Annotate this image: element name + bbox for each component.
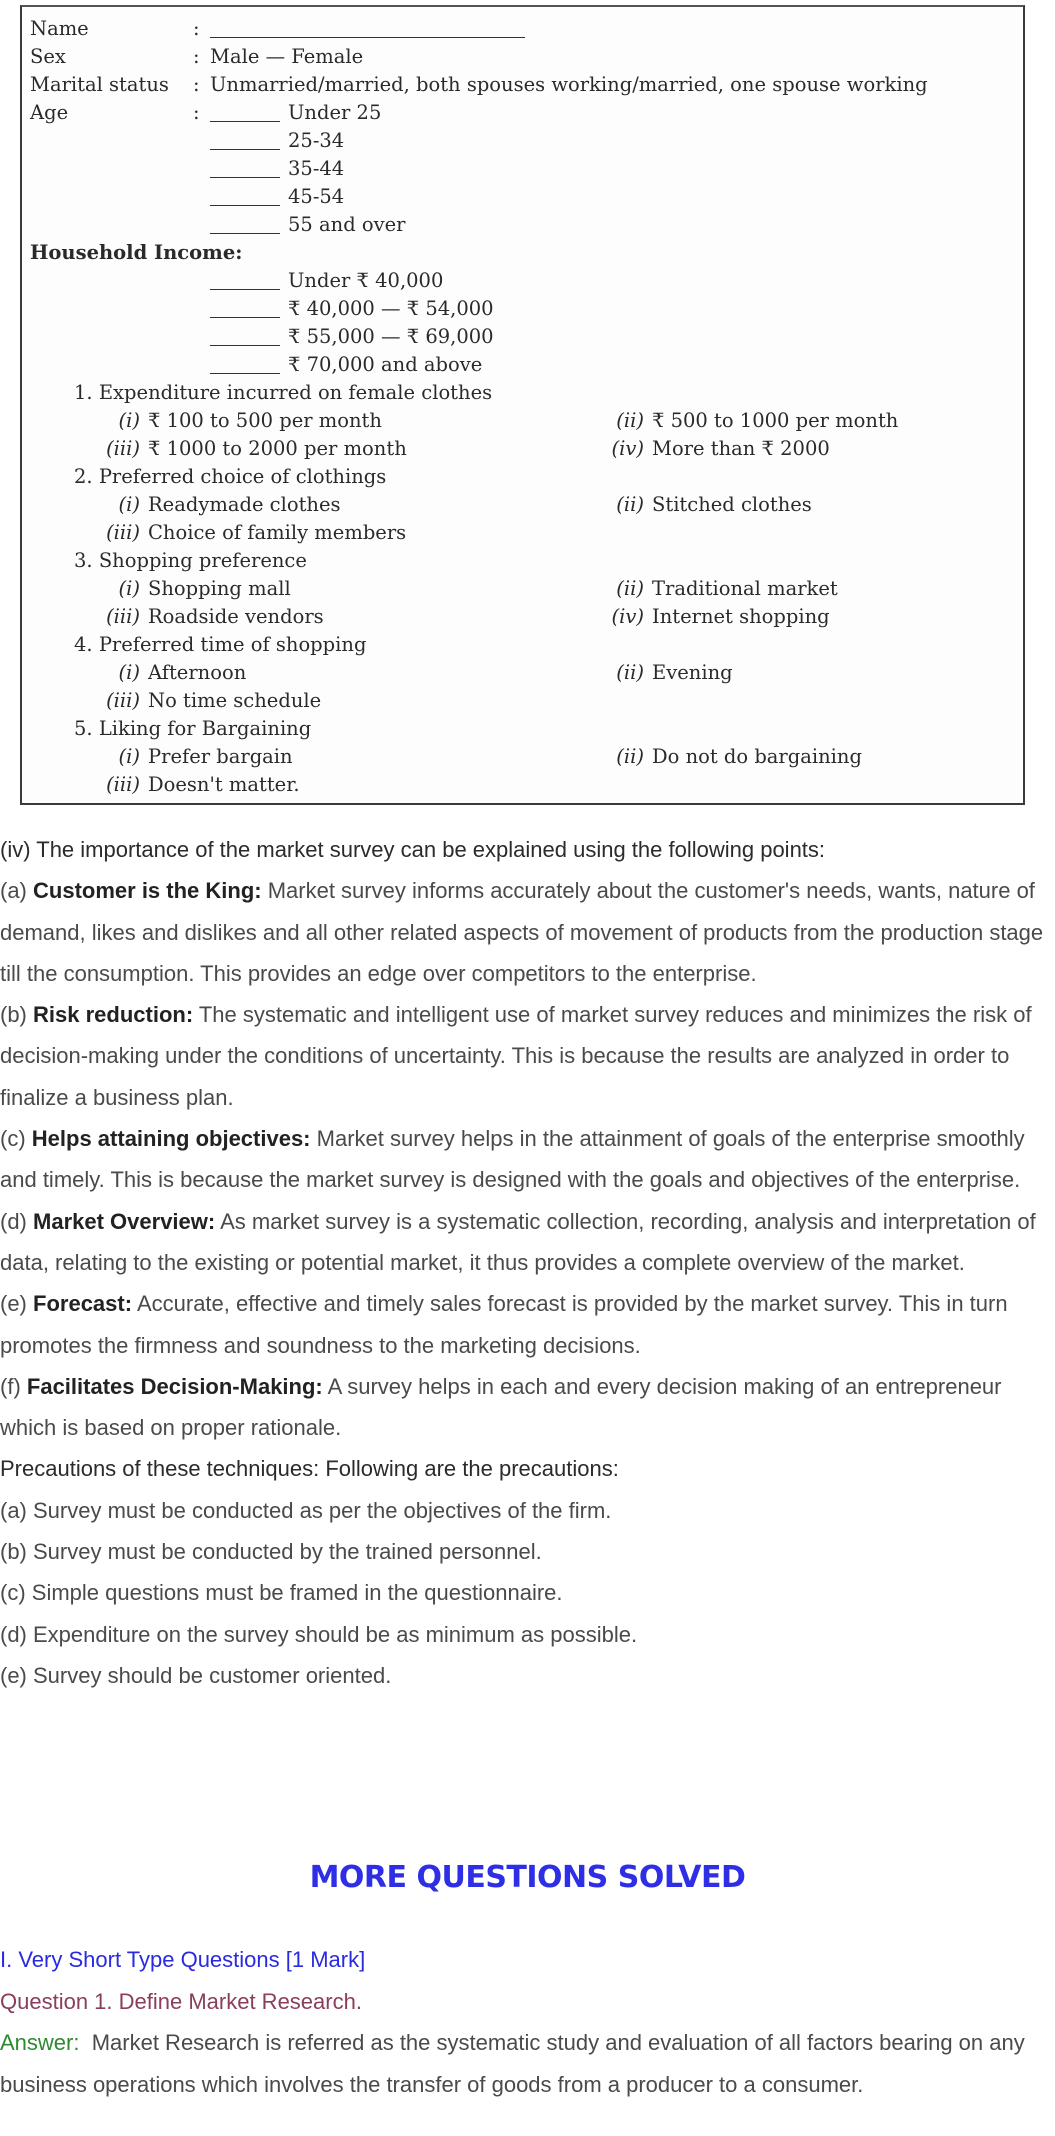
blank-line xyxy=(210,325,280,346)
option-row xyxy=(22,687,1023,715)
option-row xyxy=(22,491,1023,519)
form-row-income xyxy=(22,295,1023,323)
blank-line xyxy=(210,213,280,234)
point-prefix: (e) xyxy=(0,1291,27,1317)
form-row-age xyxy=(22,211,1023,239)
age-option: Under 25 xyxy=(288,101,382,124)
point-text: Accurate, effective and timely sales forecast is provided by the market survey. This in turn promotes the firmness and soundness to the marketing decisions. xyxy=(0,1291,1008,1358)
question-number: 2. xyxy=(74,465,93,488)
option-numeral: (ii) xyxy=(616,661,644,684)
blank-line xyxy=(210,129,280,150)
precaution-item: (c) Simple questions must be framed in the questionnaire. xyxy=(0,1580,563,1606)
point-title: Market Overview: xyxy=(33,1208,216,1234)
precaution-item: (e) Survey should be customer oriented. xyxy=(0,1662,392,1688)
precaution-item: (b) Survey must be conducted by the trained personnel. xyxy=(0,1539,542,1565)
point-prefix: (f) xyxy=(0,1373,21,1399)
point-title: Risk reduction: xyxy=(33,1002,194,1028)
income-option: ₹ 40,000 — ₹ 54,000 xyxy=(288,297,494,320)
question-number: 4. xyxy=(74,633,93,656)
income-option: Under ₹ 40,000 xyxy=(288,269,444,292)
option-text: Doesn't matter. xyxy=(148,773,300,796)
point-prefix: (a) xyxy=(0,878,27,904)
option-text: Choice of family members xyxy=(148,521,407,544)
point-title: Helps attaining objectives: xyxy=(31,1126,311,1152)
form-row-income xyxy=(22,323,1023,351)
importance-point-c xyxy=(0,1118,1055,1201)
question-2 xyxy=(22,463,1023,491)
option-numeral: (iii) xyxy=(106,689,140,712)
article-body xyxy=(0,829,1055,1696)
question-text: Preferred time of shopping xyxy=(98,633,367,656)
option-numeral: (i) xyxy=(118,493,140,516)
point-text: Market survey helps in the attainment of goals of the enterprise smoothly and timely. This is because the market survey is designed with the goals and objectives of the enterprise. xyxy=(0,1126,1025,1193)
option-text: Shopping mall xyxy=(148,577,291,600)
answer-text: Market Research is referred as the systematic study and evaluation of all factors bearing on any business operations which involves the transfer of goods from a producer to a consumer. xyxy=(0,2030,1031,2097)
option-row xyxy=(22,407,1023,435)
point-title: Forecast: xyxy=(33,1291,133,1317)
question-text: Expenditure incurred on female clothes xyxy=(98,381,493,404)
more-questions-title: MORE QUESTIONS SOLVED xyxy=(309,1860,746,1895)
questionnaire-form-image xyxy=(20,5,1025,805)
option-numeral: (iii) xyxy=(106,521,140,544)
blank-line xyxy=(210,353,280,374)
point-prefix: (d) xyxy=(0,1208,27,1234)
form-row-household-income xyxy=(22,239,1023,267)
age-option: 35-44 xyxy=(288,157,345,180)
form-row-sex xyxy=(22,43,1023,71)
option-numeral: (i) xyxy=(118,745,140,768)
form-row-age xyxy=(22,99,1023,127)
option-text: Traditional market xyxy=(652,577,838,600)
option-text: Stitched clothes xyxy=(652,493,812,516)
importance-point-e xyxy=(0,1283,1055,1366)
option-numeral: (ii) xyxy=(616,745,644,768)
point-text: The systematic and intelligent use of market survey reduces and minimizes the risk of decision-making under the conditions of uncertainty. This is because the results are analyzed in order to finalize a business plan. xyxy=(0,1002,1032,1110)
age-option: 55 and over xyxy=(288,213,406,236)
form-row-age xyxy=(22,127,1023,155)
form-row-name xyxy=(22,15,1023,43)
income-option: ₹ 55,000 — ₹ 69,000 xyxy=(288,325,494,348)
option-text: Readymade clothes xyxy=(148,493,341,516)
question-text: Preferred choice of clothings xyxy=(98,465,387,488)
question-text: Shopping preference xyxy=(98,549,307,572)
option-numeral: (iii) xyxy=(106,437,140,460)
question-3 xyxy=(22,547,1023,575)
point-text: As market survey is a systematic collection, recording, analysis and interpretation of data, relating to the existing or potential market, it thus provides a complete overview of the market. xyxy=(0,1208,1036,1275)
precaution-item: (a) Survey must be conducted as per the objectives of the firm. xyxy=(0,1497,612,1523)
qa-section xyxy=(0,1939,1055,2105)
option-numeral: (ii) xyxy=(616,493,644,516)
option-row xyxy=(22,435,1023,463)
question-text: Liking for Bargaining xyxy=(98,717,312,740)
option-text: ₹ 500 to 1000 per month xyxy=(652,409,899,432)
answer-label: Answer: xyxy=(0,2030,80,2055)
colon: : xyxy=(193,45,200,68)
form-row-age xyxy=(22,183,1023,211)
blank-line xyxy=(210,297,280,318)
form-row-income xyxy=(22,351,1023,379)
field-label: Marital status xyxy=(30,73,169,96)
point-text: A survey helps in each and every decision making of an entrepreneur which is based on proper rationale. xyxy=(0,1373,1002,1441)
colon: : xyxy=(193,101,200,124)
field-value: Unmarried/married, both spouses working/married, one spouse working xyxy=(210,73,928,96)
option-text: Internet shopping xyxy=(652,605,830,628)
option-text: Roadside vendors xyxy=(148,605,324,628)
question-1-text: Question 1. Define Market Research. xyxy=(0,1988,362,2014)
colon: : xyxy=(193,73,200,96)
option-text: ₹ 100 to 500 per month xyxy=(148,409,382,432)
age-option: 45-54 xyxy=(288,185,345,208)
importance-point-a xyxy=(0,870,1055,994)
option-text: Evening xyxy=(652,661,733,684)
field-label: Sex xyxy=(30,45,66,68)
point-title: Facilitates Decision-Making: xyxy=(26,1373,323,1399)
colon: : xyxy=(193,17,200,40)
option-numeral: (iii) xyxy=(106,605,140,628)
blank-line xyxy=(210,101,280,122)
age-option: 25-34 xyxy=(288,129,345,152)
field-label: Name xyxy=(30,17,89,40)
point-prefix: (c) xyxy=(0,1126,26,1152)
importance-heading: (iv) The importance of the market survey can be explained using the following points: xyxy=(0,837,826,862)
option-row xyxy=(22,575,1023,603)
income-heading: Household Income: xyxy=(30,241,243,264)
importance-point-d xyxy=(0,1201,1055,1284)
option-text: More than ₹ 2000 xyxy=(652,437,830,460)
option-numeral: (iv) xyxy=(611,437,644,460)
option-numeral: (ii) xyxy=(616,409,644,432)
point-title: Customer is the King: xyxy=(33,878,262,904)
option-text: Afternoon xyxy=(148,661,247,684)
question-5 xyxy=(22,715,1023,743)
option-row xyxy=(22,603,1023,631)
blank-line xyxy=(210,269,280,290)
option-numeral: (iv) xyxy=(611,605,644,628)
blank-line xyxy=(210,157,280,178)
option-numeral: (i) xyxy=(118,661,140,684)
option-row xyxy=(22,659,1023,687)
point-prefix: (b) xyxy=(0,1002,27,1028)
option-numeral: (ii) xyxy=(616,577,644,600)
option-row xyxy=(22,771,1023,799)
form-row-income xyxy=(22,267,1023,295)
form-row-marital-status xyxy=(22,71,1023,99)
question-number: 3. xyxy=(74,549,93,572)
question-1 xyxy=(22,379,1023,407)
name-blank-line xyxy=(210,17,525,38)
precautions-heading: Precautions of these techniques: Following are the precautions: xyxy=(0,1456,619,1482)
field-value: Male — Female xyxy=(210,45,364,68)
option-numeral: (i) xyxy=(118,577,140,600)
option-text: ₹ 1000 to 2000 per month xyxy=(148,437,407,460)
blank-line xyxy=(210,185,280,206)
point-text: Market survey informs accurately about the customer's needs, wants, nature of demand, likes and dislikes and all other related aspects of movement of products from the production stage till the consumption. This provides an edge over competitors to the enterprise. xyxy=(0,878,1044,986)
question-type-subhead: I. Very Short Type Questions [1 Mark] xyxy=(0,1947,366,1972)
question-number: 1. xyxy=(74,381,93,404)
option-numeral: (iii) xyxy=(106,773,140,796)
option-text: Do not do bargaining xyxy=(652,745,862,768)
question-number: 5. xyxy=(74,717,93,740)
option-text: No time schedule xyxy=(148,689,322,712)
question-4 xyxy=(22,631,1023,659)
importance-point-b xyxy=(0,994,1055,1118)
answer-1 xyxy=(0,2022,1055,2105)
option-numeral: (i) xyxy=(118,409,140,432)
precaution-item: (d) Expenditure on the survey should be as minimum as possible. xyxy=(0,1621,638,1647)
field-label: Age xyxy=(30,101,69,124)
importance-point-f xyxy=(0,1366,1055,1449)
option-text: Prefer bargain xyxy=(148,745,293,768)
option-row xyxy=(22,743,1023,771)
form-row-age xyxy=(22,155,1023,183)
income-option: ₹ 70,000 and above xyxy=(288,353,483,376)
option-row xyxy=(22,519,1023,547)
